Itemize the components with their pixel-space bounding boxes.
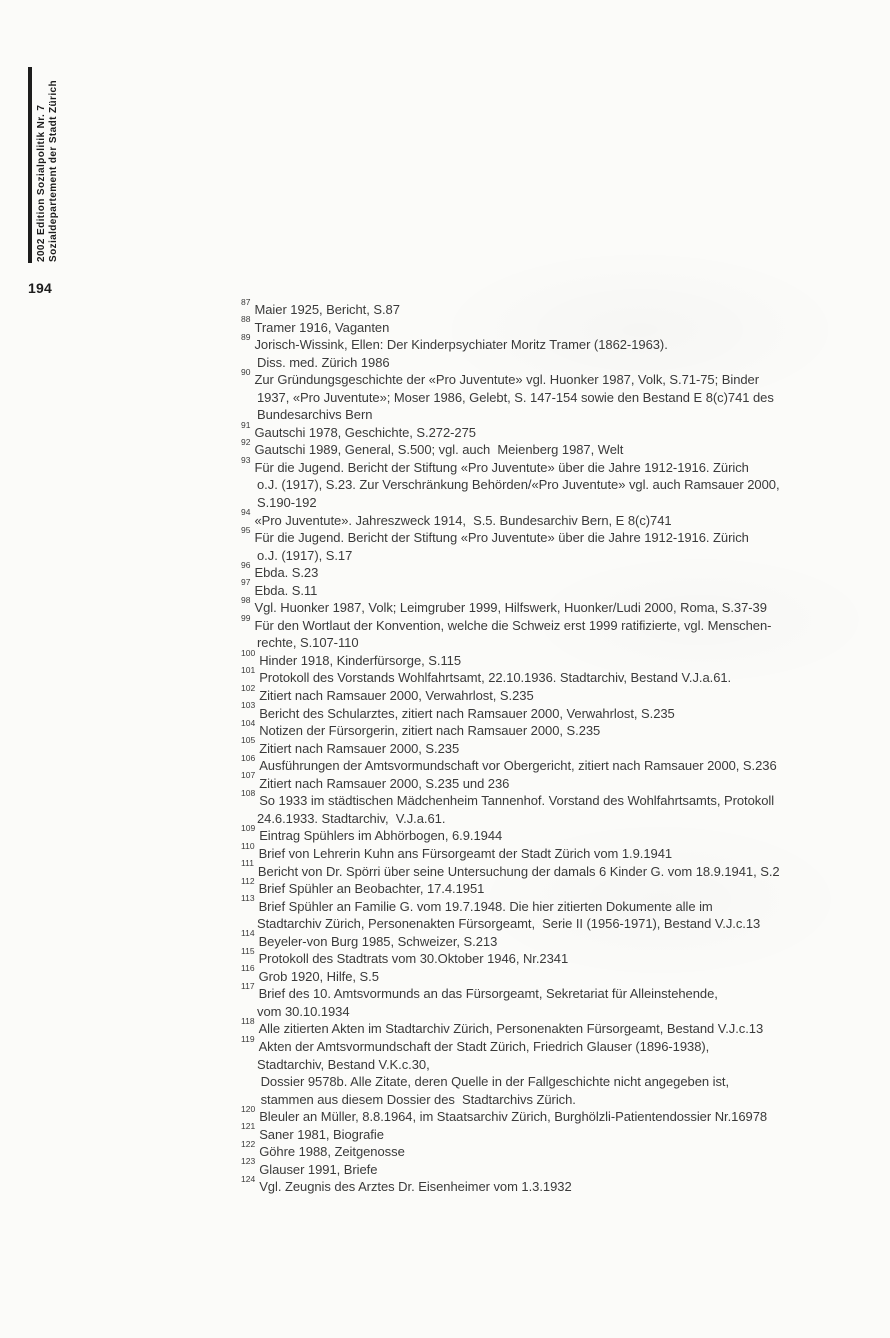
footnote-number: 109 <box>241 823 256 834</box>
page-number: 194 <box>28 280 52 296</box>
footnote-number: 124 <box>241 1174 256 1185</box>
footnote-line: $^{104}$Notizen der Fürsorgerin, zitiert nach Ramsauer 2000, S.235 <box>241 717 601 739</box>
footnote-item <box>241 1156 856 1179</box>
footnote-line: $^{107}$Zitiert nach Ramsauer 2000, S.235 und 236 <box>241 770 510 791</box>
footnote-line: 24.6.1933. Stadtarchiv, V.J.a.61. <box>257 810 446 826</box>
footnote-number: 110 <box>241 840 255 851</box>
footnote-line: $^{117}$Brief des 10. Amtsvormunds an das Fürsorgeamt, Sekretariat für Alleinstehende, <box>241 981 718 1002</box>
footnote-line: $^{103}$Bericht des Schularztes, zitiert nach Ramsauer 2000, Verwahrlost, S.235 <box>241 700 675 721</box>
footnote-number: 89 <box>241 331 251 342</box>
footnote-number: 123 <box>241 1156 256 1167</box>
edition-line-2: Sozialdepartement der Stadt Zürich <box>47 80 59 262</box>
footnote-line: $^{113}$Brief Spühler an Familie G. vom 19.7.1948. Die hier zitierten Dokumente alle im <box>241 893 713 914</box>
footnote-item <box>241 752 856 775</box>
footnote-line: S.190-192 <box>257 495 317 511</box>
footnote-item <box>241 981 856 1020</box>
footnote-line: $^{100}$Hinder 1918, Kinderfürsorge, S.115 <box>241 647 462 668</box>
footnote-item <box>241 419 856 442</box>
footnote-item <box>241 331 856 371</box>
edition-line-1: 2002 Edition Sozialpolitik Nr. 7 <box>36 104 47 262</box>
footnote-line: $^{124}$Vgl. Zeugnis des Arztes Dr. Eisenheimer vom 1.3.1932 <box>241 1174 572 1195</box>
footnote-item <box>241 437 856 459</box>
footnote-item <box>241 893 856 933</box>
footnote-line: Stadtarchiv Zürich, Personenakten Fürsorgeamt, Serie II (1956-1971), Bestand V.J.c.13 <box>257 916 761 932</box>
footnote-item <box>241 682 856 705</box>
footnote-item <box>241 1138 856 1161</box>
footnote-number: 119 <box>241 1033 255 1044</box>
footnote-item <box>241 945 856 968</box>
footnote-line: $^{97}$Ebda. S.11 <box>241 577 318 598</box>
footnote-number: 102 <box>241 682 256 693</box>
footnote-item <box>241 770 856 793</box>
footnote-item <box>241 875 856 898</box>
footnote-item <box>241 1033 856 1108</box>
footnote-number: 120 <box>241 1103 256 1114</box>
footnote-line: $^{116}$Grob 1920, Hilfe, S.5 <box>241 963 379 984</box>
footnote-item <box>241 1016 856 1038</box>
footnote-line: $^{106}$Ausführungen der Amtsvormundschaft vor Obergericht, zitiert nach Ramsauer 2000, S.236 <box>241 752 777 774</box>
footnote-number: 94 <box>241 507 251 518</box>
footnote-line: $^{111}$Bericht von Dr. Spörri über seine Untersuchung der damals 6 Kinder G. vom 18.9.1941, S.2 <box>241 858 780 879</box>
footnote-number: 105 <box>241 735 256 746</box>
footnote-number: 111 <box>241 858 254 869</box>
footnote-item <box>241 524 856 564</box>
footnote-item <box>241 647 856 670</box>
footnote-number: 103 <box>241 700 256 711</box>
footnote-line: $^{91}$Gautschi 1978, Geschichte, S.272-275 <box>241 419 476 440</box>
footnote-list <box>241 296 856 1196</box>
footnote-item <box>241 1174 856 1196</box>
footnote-item <box>241 700 856 723</box>
sidebar-rule <box>28 67 32 263</box>
footnote-line: $^{123}$Glauser 1991, Briefe <box>241 1156 378 1177</box>
footnote-item <box>241 840 856 863</box>
footnote-line: $^{114}$Beyeler-von Burg 1985, Schweizer, S.213 <box>241 928 498 949</box>
footnote-item <box>241 858 856 881</box>
footnote-line: $^{110}$Brief von Lehrerin Kuhn ans Fürsorgeamt der Stadt Zürich vom 1.9.1941 <box>241 840 673 861</box>
footnote-line: $^{94}$«Pro Juventute». Jahreszweck 1914, S.5. Bundesarchiv Bern, E 8(c)741 <box>241 507 672 528</box>
footnote-item <box>241 366 856 424</box>
footnote-item <box>241 1103 856 1126</box>
footnote-number: 91 <box>241 419 251 430</box>
footnote-line: 1937, «Pro Juventute»; Moser 1986, Gelebt, S. 147-154 sowie den Bestand E 8(c)741 des <box>257 389 774 405</box>
footnote-number: 90 <box>241 366 251 377</box>
footnote-line: $^{101}$Protokoll des Vorstands Wohlfahrtsamt, 22.10.1936. Stadtarchiv, Bestand V.J.a.61. <box>241 665 732 686</box>
footnote-line: $^{118}$Alle zitierten Akten im Stadtarchiv Zürich, Personenakten Fürsorgeamt, Bestand V.J.c.13 <box>241 1016 764 1037</box>
footnote-line: $^{93}$Für die Jugend. Bericht der Stiftung «Pro Juventute» über die Jahre 1912-1916. Zürich <box>241 454 749 475</box>
footnote-line: rechte, S.107-110 <box>257 635 359 651</box>
footnote-line: $^{112}$Brief Spühler an Beobachter, 17.4.1951 <box>241 875 485 897</box>
footnote-item <box>241 559 856 582</box>
footnote-number: 113 <box>241 893 255 904</box>
footnote-number: 99 <box>241 612 251 623</box>
footnote-number: 117 <box>241 981 255 991</box>
footnote-number: 95 <box>241 524 251 535</box>
footnote-line: $^{89}$Jorisch-Wissink, Ellen: Der Kinderpsychiater Moritz Tramer (1862-1963). <box>241 331 668 353</box>
footnote-number: 114 <box>241 928 255 939</box>
footnote-item <box>241 928 856 951</box>
footnote-number: 106 <box>241 752 256 763</box>
footnote-line: $^{120}$Bleuler an Müller, 8.8.1964, im Staatsarchiv Zürich, Burghölzli-Patientendossier Nr.16978 <box>241 1103 768 1125</box>
footnote-line: Bundesarchivs Bern <box>257 407 373 423</box>
footnote-item <box>241 665 856 687</box>
footnote-item <box>241 963 856 986</box>
footnote-line: $^{90}$Zur Gründungsgeschichte der «Pro Juventute» vgl. Huonker 1987, Volk, S.71-75; Binder <box>241 366 760 388</box>
footnote-line: stammen aus diesem Dossier des Stadtarchivs Zürich. <box>257 1091 576 1107</box>
footnote-number: 96 <box>241 559 251 570</box>
footnote-item <box>241 594 856 617</box>
footnote-number: 121 <box>241 1121 256 1132</box>
footnote-line: vom 30.10.1934 <box>257 1003 350 1019</box>
footnote-number: 116 <box>241 963 255 974</box>
footnote-line: $^{102}$Zitiert nach Ramsauer 2000, Verwahrlost, S.235 <box>241 682 534 704</box>
footnote-line: o.J. (1917), S.17 <box>257 547 353 563</box>
footnote-item <box>241 577 856 600</box>
footnote-number: 93 <box>241 454 251 465</box>
footnote-line: $^{96}$Ebda. S.23 <box>241 559 319 581</box>
footnote-item <box>241 454 856 512</box>
footnote-item <box>241 787 856 827</box>
footnote-line: $^{92}$Gautschi 1989, General, S.500; vgl. auch Meienberg 1987, Welt <box>241 437 624 458</box>
footnote-number: 88 <box>241 314 251 325</box>
footnote-line: $^{87}$Maier 1925, Bericht, S.87 <box>241 296 400 317</box>
footnote-item <box>241 1121 856 1144</box>
footnote-line: $^{121}$Saner 1981, Biografie <box>241 1121 384 1142</box>
footnote-number: 115 <box>241 945 255 956</box>
footnote-line: $^{115}$Protokoll des Stadtrats vom 30.Oktober 1946, Nr.2341 <box>241 945 569 967</box>
footnote-line: $^{99}$Für den Wortlaut der Konvention, welche die Schweiz erst 1999 ratifizierte, vgl. Menschen- <box>241 612 772 633</box>
footnote-line: $^{119}$Akten der Amtsvormundschaft der Stadt Zürich, Friedrich Glauser (1896-1938), <box>241 1033 710 1054</box>
footnote-line: o.J. (1917), S.23. Zur Verschränkung Behörden/«Pro Juventute» vgl. auch Ramsauer 2000, <box>257 477 780 493</box>
footnote-item <box>241 507 856 530</box>
footnote-line: $^{88}$Tramer 1916, Vaganten <box>241 314 390 335</box>
footnote-line: Dossier 9578b. Alle Zitate, deren Quelle in der Fallgeschichte nicht angegeben ist, <box>257 1074 730 1090</box>
footnote-line: $^{105}$Zitiert nach Ramsauer 2000, S.235 <box>241 735 460 756</box>
footnote-number: 87 <box>241 296 251 307</box>
footnote-number: 97 <box>241 577 251 588</box>
footnote-number: 101 <box>241 665 256 676</box>
footnote-item <box>241 612 856 652</box>
footnote-line: $^{109}$Eintrag Spühlers im Abhörbogen, 6.9.1944 <box>241 823 503 844</box>
footnote-number: 100 <box>241 647 256 658</box>
footnote-number: 107 <box>241 770 256 781</box>
footnote-line: $^{95}$Für die Jugend. Bericht der Stiftung «Pro Juventute» über die Jahre 1912-1916. Zürich <box>241 524 749 546</box>
footnote-number: 108 <box>241 787 256 798</box>
footnote-number: 104 <box>241 717 256 728</box>
footnote-line: $^{122}$Göhre 1988, Zeitgenosse <box>241 1138 405 1160</box>
footnote-line: $^{98}$Vgl. Huonker 1987, Volk; Leimgruber 1999, Hilfswerk, Huonker/Ludi 2000, Roma, S.37-39 <box>241 594 767 616</box>
footnote-number: 98 <box>241 594 251 605</box>
footnote-item <box>241 314 856 337</box>
edition-title-vertical <box>36 80 59 262</box>
footnote-item <box>241 717 856 740</box>
footnote-line: Stadtarchiv, Bestand V.K.c.30, <box>257 1056 430 1072</box>
footnote-number: 122 <box>241 1138 256 1149</box>
footnote-item <box>241 735 856 758</box>
footnote-number: 92 <box>241 437 251 448</box>
footnote-item <box>241 296 856 319</box>
footnote-number: 118 <box>241 1016 255 1027</box>
footnote-line: Diss. med. Zürich 1986 <box>257 354 390 370</box>
footnote-number: 112 <box>241 875 255 886</box>
footnote-line: $^{108}$So 1933 im städtischen Mädchenheim Tannenhof. Vorstand des Wohlfahrtsamts, Protokoll <box>241 787 775 809</box>
footnote-item <box>241 823 856 845</box>
